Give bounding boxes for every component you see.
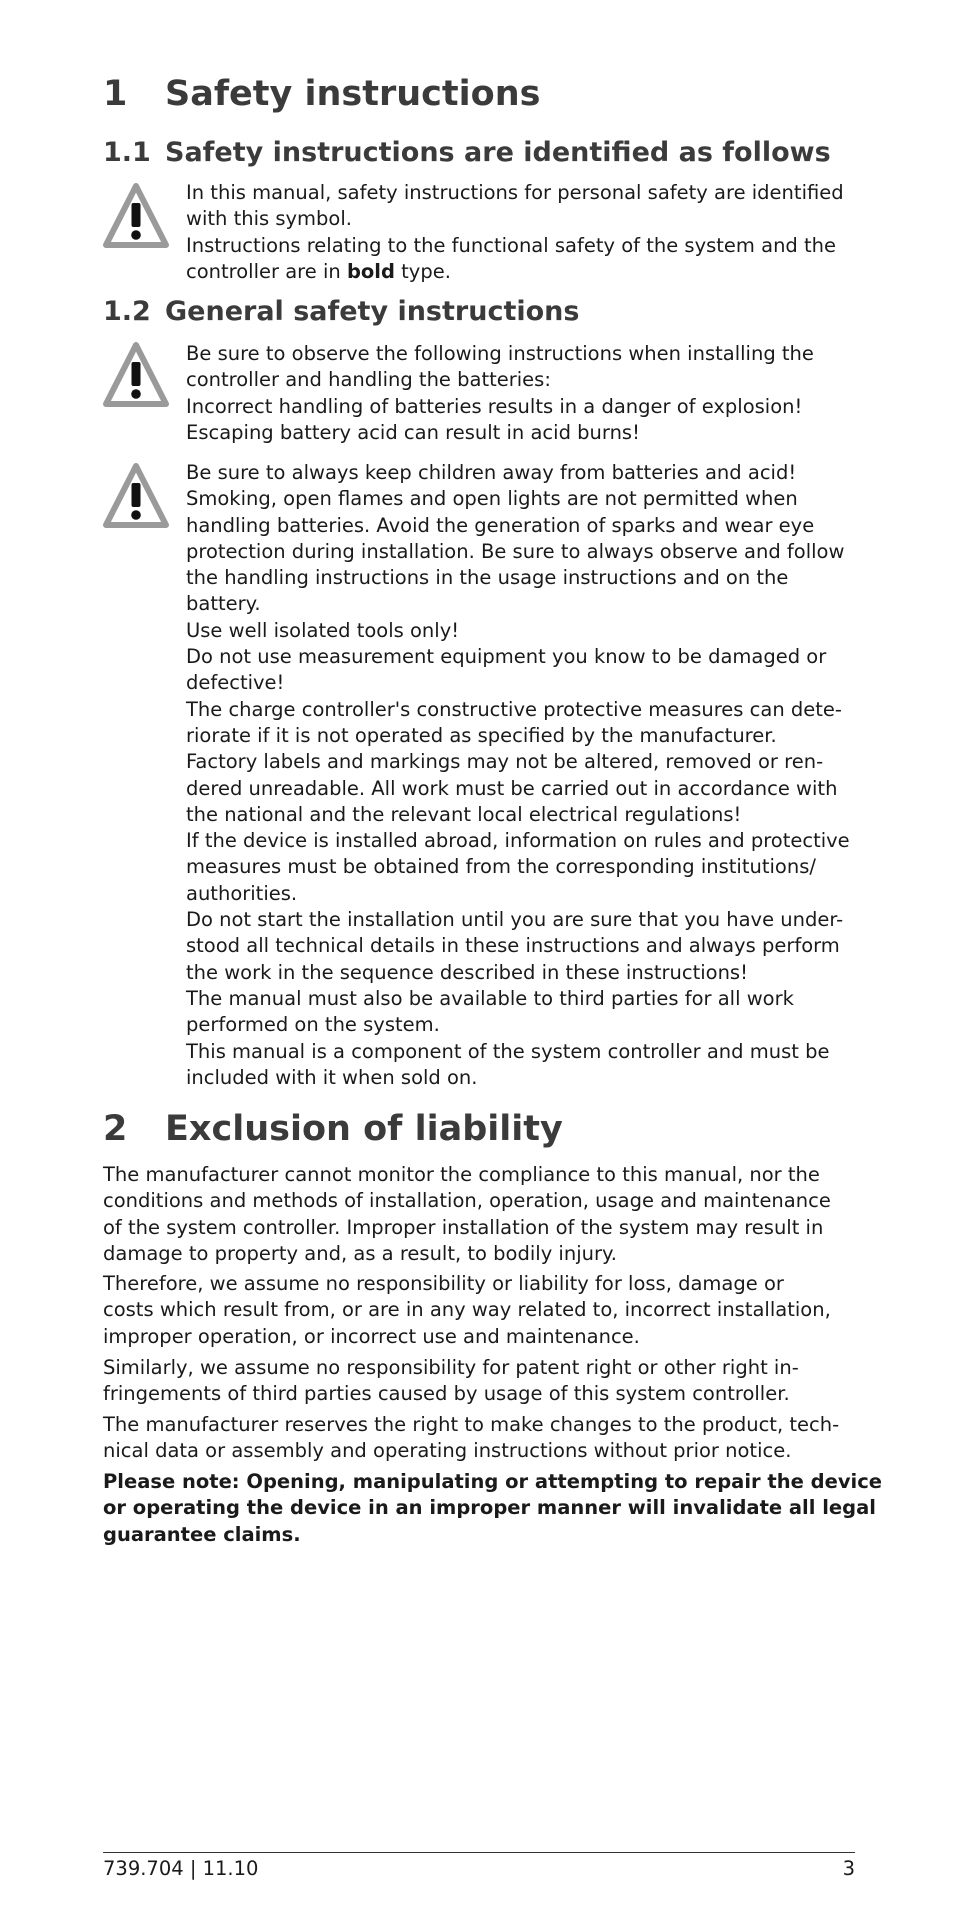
text-line: stood all technical details in these instructions and always perform (186, 934, 840, 958)
text-line: or operating the device in an improper manner will invalidate all legal (103, 1496, 876, 1520)
text-line: Be sure to always keep children away from batteries and acid! (186, 461, 797, 484)
text-line: battery. (186, 592, 261, 616)
liability-paragraph-3 (103, 1355, 858, 1408)
text-line: of the system controller. Improper installation of the system may result in (103, 1215, 824, 1239)
text-line: included with it when sold on. (186, 1065, 478, 1089)
text-line: conditions and methods of installation, operation, usage and maintenance (103, 1189, 831, 1213)
text-line: In this manual, safety instructions for personal safety are identified (186, 181, 844, 204)
guarantee-note (103, 1469, 883, 1548)
text-line (186, 259, 858, 285)
text-line: Smoking, open flames and open lights are not permitted when (186, 487, 798, 511)
subsection-number: 1.2 (103, 296, 151, 327)
text-line: performed on the system. (186, 1013, 440, 1037)
text-line: If the device is installed abroad, information on rules and protective (186, 829, 850, 853)
subsection-title: General safety instructions (165, 296, 580, 327)
text-line: guarantee claims. (103, 1522, 301, 1546)
section-number: 1 (103, 74, 128, 114)
text-line: defective! (186, 671, 285, 695)
section-2-heading (103, 1109, 563, 1149)
text-fragment: controller are in (186, 259, 347, 283)
liability-paragraph-4 (103, 1412, 858, 1465)
section-1-heading (103, 74, 540, 114)
subsection-number: 1.1 (103, 137, 151, 168)
footer-divider (103, 1852, 855, 1853)
text-fragment: type. (394, 259, 451, 283)
section-number: 2 (103, 1109, 128, 1149)
text-line: Be sure to observe the following instructions when installing the (186, 342, 814, 365)
text-line: the handling instructions in the usage instructions and on the (186, 566, 789, 590)
liability-paragraph-1 (103, 1162, 858, 1267)
text-line: the work in the sequence described in these instructions! (186, 960, 748, 984)
document-id: 739.704 | 11.10 (103, 1857, 259, 1880)
text-line: improper operation, or incorrect use and maintenance. (103, 1324, 640, 1348)
text-line: The manufacturer reserves the right to make changes to the product, tech- (103, 1413, 840, 1436)
text-line: This manual is a component of the system controller and must be (186, 1039, 830, 1063)
liability-paragraph-2 (103, 1271, 858, 1350)
section-1-1-heading (103, 137, 831, 168)
text-line: with this symbol. (186, 207, 352, 231)
text-line: Do not start the installation until you are sure that you have under- (186, 908, 844, 932)
text-line: Similarly, we assume no responsibility for patent right or other right in- (103, 1356, 799, 1379)
text-line: The charge controller's constructive protective measures can dete- (186, 697, 842, 721)
warning-triangle-icon (103, 463, 169, 529)
text-line: dered unreadable. All work must be carried out in accordance with (186, 776, 838, 800)
safety-symbol-explanation (186, 180, 858, 285)
warning-triangle-icon (103, 342, 169, 408)
text-line: Factory labels and markings may not be altered, removed or ren- (186, 750, 824, 774)
text-line: Use well isolated tools only! (186, 618, 460, 642)
bold-word: bold (346, 259, 395, 283)
warning-triangle-icon (103, 183, 169, 249)
section-title: Exclusion of liability (165, 1109, 563, 1149)
text-line: controller and handling the batteries: (186, 368, 551, 392)
text-line: Escaping battery acid can result in acid burns! (186, 420, 640, 444)
battery-warning-block (186, 341, 858, 446)
general-safety-block (186, 460, 858, 1091)
text-line: the national and the relevant local electrical regulations! (186, 802, 742, 826)
text-line: Incorrect handling of batteries results in a danger of explosion! (186, 394, 803, 418)
page-number: 3 (842, 1857, 855, 1880)
text-line: fringements of third parties caused by usage of this system controller. (103, 1382, 790, 1406)
text-line: Instructions relating to the functional safety of the system and the (186, 233, 837, 257)
text-line: damage to property and, as a result, to bodily injury. (103, 1241, 617, 1265)
text-line: protection during installation. Be sure to always observe and follow (186, 539, 845, 563)
text-line: authorities. (186, 881, 298, 905)
text-line: nical data or assembly and operating instructions without prior notice. (103, 1439, 792, 1463)
section-title: Safety instructions (165, 74, 541, 114)
text-line: The manufacturer cannot monitor the compliance to this manual, nor the (103, 1163, 820, 1186)
text-line: The manual must also be available to third parties for all work (186, 986, 794, 1010)
section-1-2-heading (103, 296, 579, 327)
subsection-title: Safety instructions are identified as follows (165, 137, 831, 168)
text-line: handling batteries. Avoid the generation of sparks and wear eye (186, 513, 815, 537)
text-line: Therefore, we assume no responsibility or liability for loss, damage or (103, 1272, 784, 1295)
text-line: Do not use measurement equipment you know to be damaged or (186, 645, 827, 669)
text-line: Please note: Opening, manipulating or attempting to repair the device (103, 1470, 883, 1493)
text-line: measures must be obtained from the corresponding institutions/ (186, 855, 816, 879)
text-line: costs which result from, or are in any way related to, incorrect installation, (103, 1298, 831, 1322)
text-line: riorate if it is not operated as specified by the manufacturer. (186, 723, 777, 747)
